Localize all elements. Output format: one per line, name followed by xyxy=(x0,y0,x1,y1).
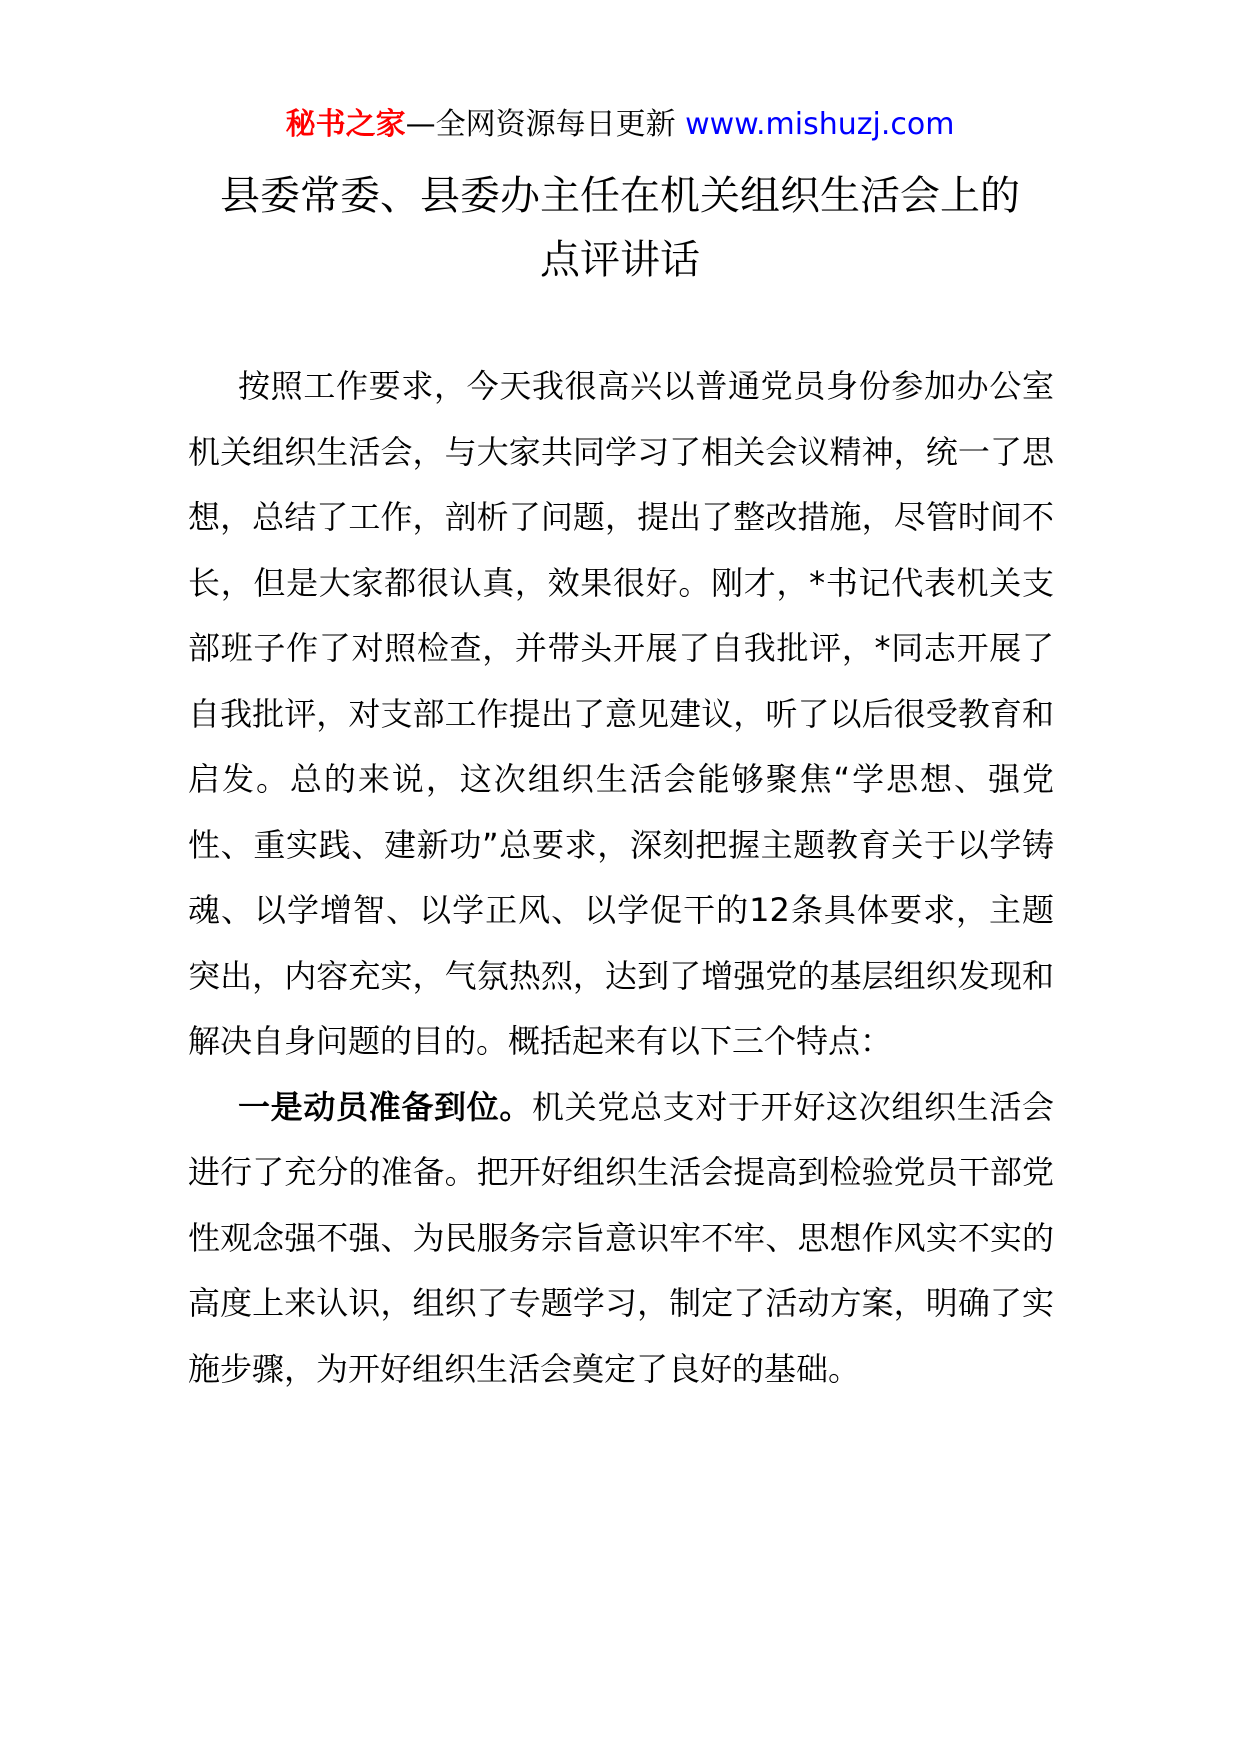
document-body xyxy=(188,354,1054,1402)
paragraph-point-one-body: 机关党总支对于开好这次组织生活会进行了充分的准备。把开好组织生活会提高到检验党员干部党性观念强不强、为民服务宗旨意识牢不牢、思想作风实不实的高度上来认识，组织了专题学习，制定了活动方案，明确了实施步骤，为开好组织生活会奠定了良好的基础。 xyxy=(188,1087,1054,1388)
document-title-line-2: 点评讲话 xyxy=(540,237,700,283)
paragraph-intro: 按照工作要求，今天我很高兴以普通党员身份参加办公室机关组织生活会，与大家共同学习了相关会议精神，统一了思想，总结了工作，剖析了问题，提出了整改措施，尽管时间不长，但是大家都很认真，效果很好。刚才，*书记代表机关支部班子作了对照检查，并带头开展了自我批评，*同志开展了自我批评，对支部工作提出了意见建议，听了以后很受教育和启发。总的来说，这次组织生活会能够聚焦“学思想、强党性、重实践、建新功”总要求，深刻把握主题教育关于以学铸魂、以学增智、以学正风、以学促干的12条具体要求，主题突出，内容充实，气氛热烈，达到了增强党的基层组织发现和解决自身问题的目的。概括起来有以下三个特点： xyxy=(188,367,1054,1060)
document-title-line-1: 县委常委、县委办主任在机关组织生活会上的 xyxy=(220,173,1020,219)
paragraph-point-one xyxy=(188,1075,1054,1403)
site-header xyxy=(0,104,1240,146)
site-brand: 秘书之家 xyxy=(285,107,406,142)
paragraph-point-one-lead: 一是动员准备到位。 xyxy=(238,1087,532,1126)
site-url-link[interactable]: www.mishuzj.com xyxy=(685,107,955,142)
document-title xyxy=(160,164,1080,292)
site-tagline: —全网资源每日更新 xyxy=(405,107,686,142)
